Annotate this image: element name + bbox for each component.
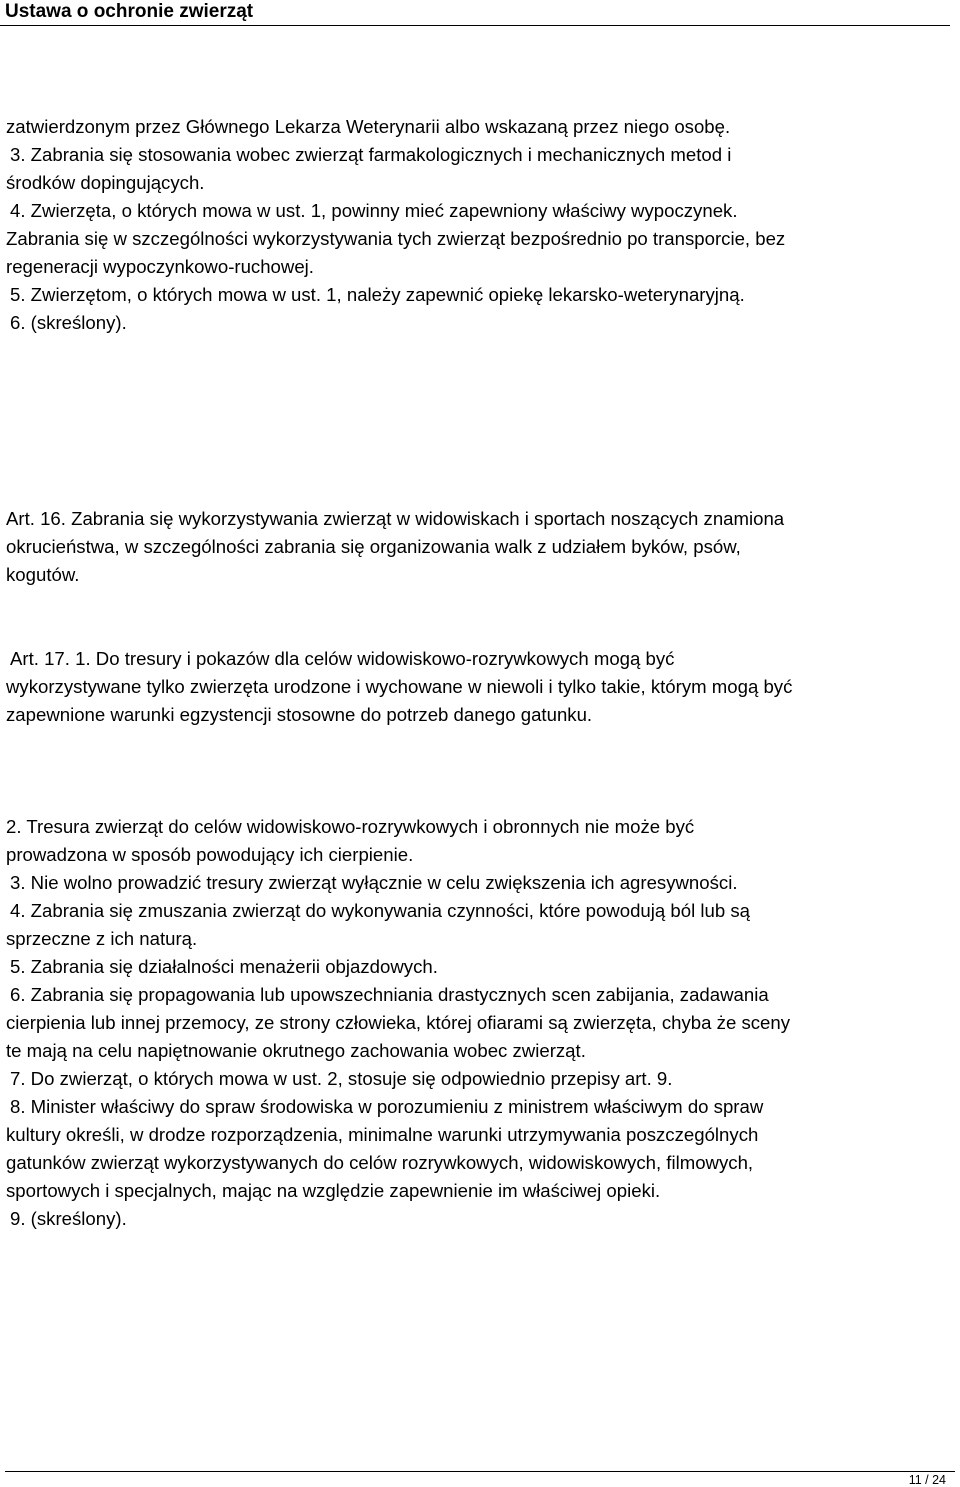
text-line: regeneracji wypoczynkowo-ruchowej. (6, 256, 314, 277)
text-line: wykorzystywane tylko zwierzęta urodzone i wychowane w niewoli i tylko takie, którym mogą być (6, 676, 793, 697)
text-line: 7. Do zwierząt, o których mowa w ust. 2, stosuje się odpowiednio przepisy art. 9. (10, 1068, 673, 1089)
text-line: 4. Zwierzęta, o których mowa w ust. 1, powinny mieć zapewniony właściwy wypoczynek. (10, 200, 738, 221)
text-line: 9. (skreślony). (10, 1208, 127, 1229)
text-line: Art. 17. 1. Do tresury i pokazów dla celów widowiskowo-rozrywkowych mogą być (10, 648, 675, 669)
text-line: Art. 16. Zabrania się wykorzystywania zwierząt w widowiskach i sportach noszących znamiona (6, 508, 785, 529)
text-line: 4. Zabrania się zmuszania zwierząt do wykonywania czynności, które powodują ból lub są (10, 900, 750, 921)
text-line: okrucieństwa, w szczególności zabrania się organizowania walk z udziałem byków, psów, (6, 536, 741, 557)
text-line: zapewnione warunki egzystencji stosowne do potrzeb danego gatunku. (6, 704, 593, 725)
text-line: kogutów. (6, 564, 80, 585)
text-line: 6. (skreślony). (10, 312, 127, 333)
text-line: te mają na celu napiętnowanie okrutnego zachowania wobec zwierząt. (6, 1040, 586, 1061)
text-line: 6. Zabrania się propagowania lub upowszechniania drastycznych scen zabijania, zadawania (10, 984, 769, 1005)
text-line: 2. Tresura zwierząt do celów widowiskowo-rozrywkowych i obronnych nie może być (6, 816, 695, 837)
paragraph-block-art-17 (6, 645, 954, 729)
text-line: gatunków zwierząt wykorzystywanych do celów rozrywkowych, widowiskowych, filmowych, (6, 1152, 754, 1173)
text-line: 3. Nie wolno prowadzić tresury zwierząt wyłącznie w celu zwiększenia ich agresywności. (10, 872, 738, 893)
text-line: 5. Zabrania się działalności menażerii objazdowych. (10, 956, 438, 977)
paragraph-block-art-16 (6, 505, 954, 589)
text-line: środków dopingujących. (6, 172, 205, 193)
text-line: prowadzona w sposób powodujący ich cierpienie. (6, 844, 414, 865)
text-line: 8. Minister właściwy do spraw środowiska w porozumieniu z ministrem właściwym do spraw (10, 1096, 764, 1117)
text-line: cierpienia lub innej przemocy, ze strony człowieka, której ofiarami są zwierzęta, chyba że sceny (6, 1012, 791, 1033)
paragraph-block-art-15 (6, 113, 954, 337)
text-line: kultury określi, w drodze rozporządzenia, minimalne warunki utrzymywania poszczególnych (6, 1124, 759, 1145)
page-number: 11 / 24 (908, 1473, 946, 1487)
paragraph-block-art-17-cont (6, 813, 954, 1233)
text-line: Zabrania się w szczególności wykorzystywania tych zwierząt bezpośrednio po transporcie, bez (6, 228, 786, 249)
footer-divider (5, 1471, 955, 1472)
text-line: zatwierdzonym przez Głównego Lekarza Weterynarii albo wskazaną przez niego osobę. (6, 116, 731, 137)
header-divider (0, 25, 950, 26)
text-line: sprzeczne z ich naturą. (6, 928, 198, 949)
text-line: sportowych i specjalnych, mając na względzie zapewnienie im właściwej opieki. (6, 1180, 661, 1201)
text-line: 5. Zwierzętom, o których mowa w ust. 1, należy zapewnić opiekę lekarsko-weterynaryjną. (10, 284, 745, 305)
text-line: 3. Zabrania się stosowania wobec zwierząt farmakologicznych i mechanicznych metod i (10, 144, 732, 165)
document-title: Ustawa o ochronie zwierząt (5, 1, 254, 22)
page-header (5, 0, 955, 23)
